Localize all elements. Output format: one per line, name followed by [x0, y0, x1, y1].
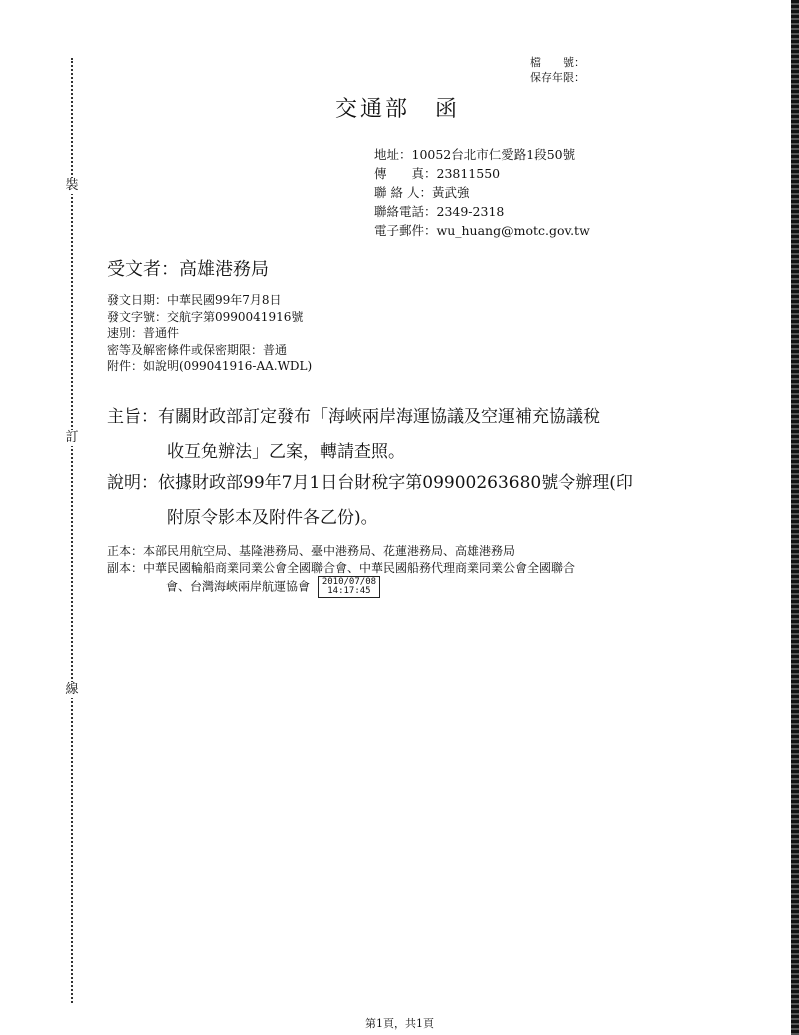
dispatch-meta — [107, 292, 312, 375]
phone: 聯絡電話：2349-2318 — [374, 204, 505, 219]
copy-recipients-text: 會、台灣海峽兩岸航運協會 — [166, 579, 311, 594]
subject-line-2: 收互免辦法」乙案，轉請查照。 — [167, 442, 405, 462]
secrecy-level: 密等及解密條件或保密期限：普通 — [107, 342, 288, 357]
page-footer: 第1頁，共1頁 — [365, 1017, 434, 1030]
address: 地址：10052台北市仁愛路1段50號 — [374, 147, 576, 162]
explanation-line-2: 附原令影本及附件各乙份)。 — [167, 508, 378, 528]
dispatch-date: 發文日期：中華民國99年7月8日 — [107, 293, 282, 307]
binding-mark-top: 裝 — [62, 178, 82, 194]
stamp-time: 14:17:45 — [327, 586, 371, 596]
copy-recipients-line-2 — [107, 576, 575, 598]
distribution — [107, 543, 575, 598]
explanation-line-1: 說明：依據財政部99年7月1日台財稅字第09900263680號令辦理(印 — [107, 473, 633, 493]
fax: 傳 真：23811550 — [374, 166, 501, 181]
stamp-date: 2010/07/08 — [321, 577, 377, 587]
file-number-label: 檔 號： — [530, 56, 585, 69]
explanation — [107, 466, 707, 536]
recipient: 受文者：高雄港務局 — [107, 259, 269, 280]
original-recipients: 正本：本部民用航空局、基隆港務局、臺中港務局、花蓮港務局、高雄港務局 — [107, 544, 516, 558]
contact-block — [374, 145, 590, 240]
binding-mark-middle: 訂 — [62, 430, 82, 446]
copy-recipients-line-1: 副本：中華民國輪船商業同業公會全國聯合會、中華民國船務代理商業同業公會全國聯合 — [107, 560, 576, 575]
subject-line-1: 主旨：有關財政部訂定發布「海峽兩岸海運協議及空運補充協議稅 — [107, 407, 600, 427]
contact-person: 聯 絡 人：黃武強 — [374, 185, 470, 200]
document-title: 交通部 函 — [335, 97, 461, 122]
email: 電子郵件：wu_huang@motc.gov.tw — [374, 223, 590, 238]
speed-class: 速別：普通件 — [107, 326, 180, 340]
retention-label: 保存年限： — [530, 71, 585, 84]
binding-line — [71, 58, 73, 1003]
attachment: 附件：如說明(099041916-AA.WDL) — [107, 359, 313, 373]
subject — [107, 400, 707, 470]
dispatch-number: 發文字號：交航字第0990041916號 — [107, 309, 304, 324]
scan-edge — [791, 0, 799, 1035]
binding-mark-bottom: 線 — [62, 682, 82, 698]
file-meta — [530, 55, 585, 85]
time-stamp — [318, 576, 380, 598]
